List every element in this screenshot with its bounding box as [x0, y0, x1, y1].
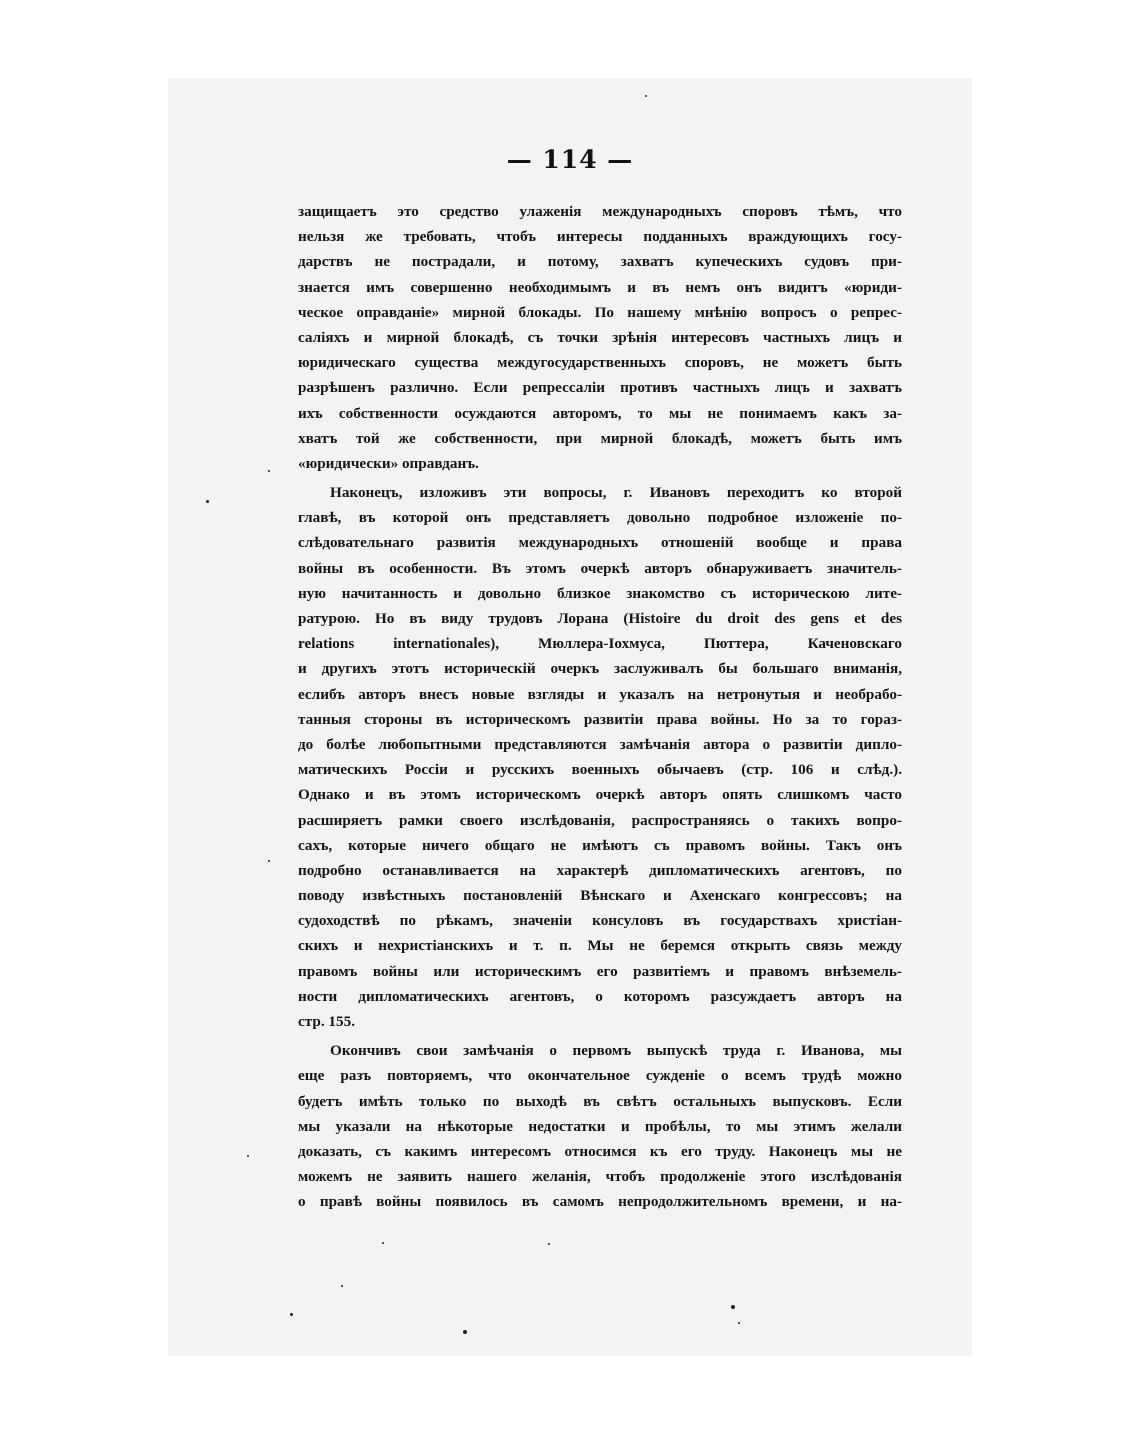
text-line: ности дипломатическихъ агентовъ, о которомъ разсуждаетъ авторъ на: [298, 987, 902, 1005]
scan-speck: [645, 95, 647, 97]
scan-speck: [247, 1155, 249, 1157]
text-line: нельзя же требовать, чтобъ интересы подданныхъ враждующихъ госу-: [298, 228, 902, 246]
text-line: юридическаго существа междугосударственныхъ споровъ, не можетъ быть: [298, 354, 902, 372]
text-line: скихъ и нехристіанскихъ и т. п. Мы не беремся открыть связь между: [298, 937, 902, 955]
text-line: стр. 155.: [298, 1013, 356, 1030]
scan-speck: [290, 1313, 293, 1316]
text-line: дарствъ не пострадали, и потому, захватъ купеческихъ судовъ при-: [298, 253, 902, 271]
body-text: [298, 199, 902, 1215]
scan-speck: [268, 860, 270, 862]
text-line: о правѣ войны появилось въ самомъ непродолжительномъ времени, и на-: [298, 1193, 902, 1211]
scan-speck: [382, 1242, 384, 1244]
text-line: матическихъ Россіи и русскихъ военныхъ обычаевъ (стр. 106 и слѣд.).: [298, 761, 902, 779]
text-line: и другихъ этотъ историческій очеркъ заслуживалъ бы большаго вниманія,: [298, 660, 902, 678]
text-line: Наконецъ, изложивъ эти вопросы, г. Ивановъ переходитъ ко второй: [330, 484, 902, 502]
text-line: знается имъ совершенно необходимымъ и въ немъ онъ видитъ «юриди-: [298, 278, 902, 296]
scan-speck: [268, 470, 270, 472]
text-line: разрѣшенъ различно. Если репрессаліи противъ частныхъ лицъ и захватъ: [298, 379, 902, 397]
text-line: «юридически» оправданъ.: [298, 454, 479, 472]
text-line: Окончивъ свои замѣчанія о первомъ выпускѣ труда г. Иванова, мы: [330, 1042, 902, 1060]
text-line: главѣ, въ которой онъ представляетъ довольно подробное изложеніе по-: [298, 509, 902, 527]
paragraph-2: [298, 480, 902, 1034]
text-line: доказать, съ какимъ интересомъ относимся къ его труду. Наконецъ мы не: [298, 1142, 902, 1160]
scan-speck: [206, 500, 209, 503]
text-line: можемъ не заявить нашего желанія, чтобъ продолженіе этого изслѣдованія: [298, 1168, 902, 1186]
text-line: еслибъ авторъ внесъ новые взгляды и указалъ на нетронутыя и необрабо-: [298, 685, 902, 703]
text-line: ческое оправданіе» мирной блокады. По нашему мнѣнію вопросъ о репрес-: [298, 303, 902, 321]
text-line: будетъ имѣть только по выходѣ въ свѣтъ остальныхъ выпусковъ. Если: [298, 1092, 902, 1110]
text-line: судоходствѣ по рѣкамъ, значеніи консуловъ въ государствахъ христіан-: [298, 912, 902, 930]
text-line: сахъ, которые ничего общаго не имѣютъ съ правомъ войны. Такъ онъ: [298, 836, 902, 854]
text-line: мы указали на нѣкоторые недостатки и пробѣлы, то мы этимъ желали: [298, 1117, 902, 1135]
text-line: войны въ особенности. Въ этомъ очеркѣ авторъ обнаруживаетъ значитель-: [298, 559, 902, 577]
scan-speck: [341, 1285, 343, 1287]
text-line: расширяетъ рамки своего изслѣдованія, распространяясь о такихъ вопро-: [298, 811, 902, 829]
paragraph-3: [298, 1038, 902, 1214]
text-line: саліяхъ и мирной блокадѣ, съ точки зрѣнія интересовъ частныхъ лицъ и: [298, 328, 902, 346]
text-line: relations internationales), Мюллера-Іохмуса, Пюттера, Каченовскаго: [298, 635, 902, 653]
text-line: правомъ войны или историческимъ его развитіемъ и правомъ внѣземель-: [298, 962, 902, 980]
text-line: поводу извѣстныхъ постановленій Вѣнскаго и Ахенскаго конгрессовъ; на: [298, 887, 902, 905]
text-line: слѣдовательнаго развитія международныхъ отношеній вообще и права: [298, 534, 902, 552]
text-line: ную начитанность и довольно близкое знакомство съ историческою лите-: [298, 584, 902, 602]
text-line: подробно останавливается на характерѣ дипломатическихъ агентовъ, по: [298, 861, 902, 879]
text-line: танныя стороны въ историческомъ развитіи права войны. Но за то гораз-: [298, 710, 902, 728]
text-line: ихъ собственности осуждаются авторомъ, то мы не понимаемъ какъ за-: [298, 404, 902, 422]
scan-speck: [731, 1305, 735, 1309]
text-line: Однако и въ этомъ историческомъ очеркѣ авторъ опять слишкомъ часто: [298, 786, 902, 804]
scan-speck: [738, 1322, 740, 1324]
text-line: до болѣе любопытными представляются замѣчанія автора о развитіи дипло-: [298, 735, 902, 753]
page-number: — 114 —: [506, 145, 634, 174]
scan-speck: [463, 1330, 467, 1334]
scan-speck: [548, 1243, 550, 1245]
text-line: ратурою. Но въ виду трудовъ Лорана (Histoire du droit des gens et des: [298, 610, 902, 627]
text-line: еще разъ повторяемъ, что окончательное сужденіе о всемъ трудѣ можно: [298, 1067, 902, 1085]
paragraph-1: [298, 199, 902, 476]
text-line: защищаетъ это средство улаженія международныхъ споровъ тѣмъ, что: [298, 203, 902, 220]
text-line: хватъ той же собственности, при мирной блокадѣ, можетъ быть имъ: [298, 429, 902, 447]
